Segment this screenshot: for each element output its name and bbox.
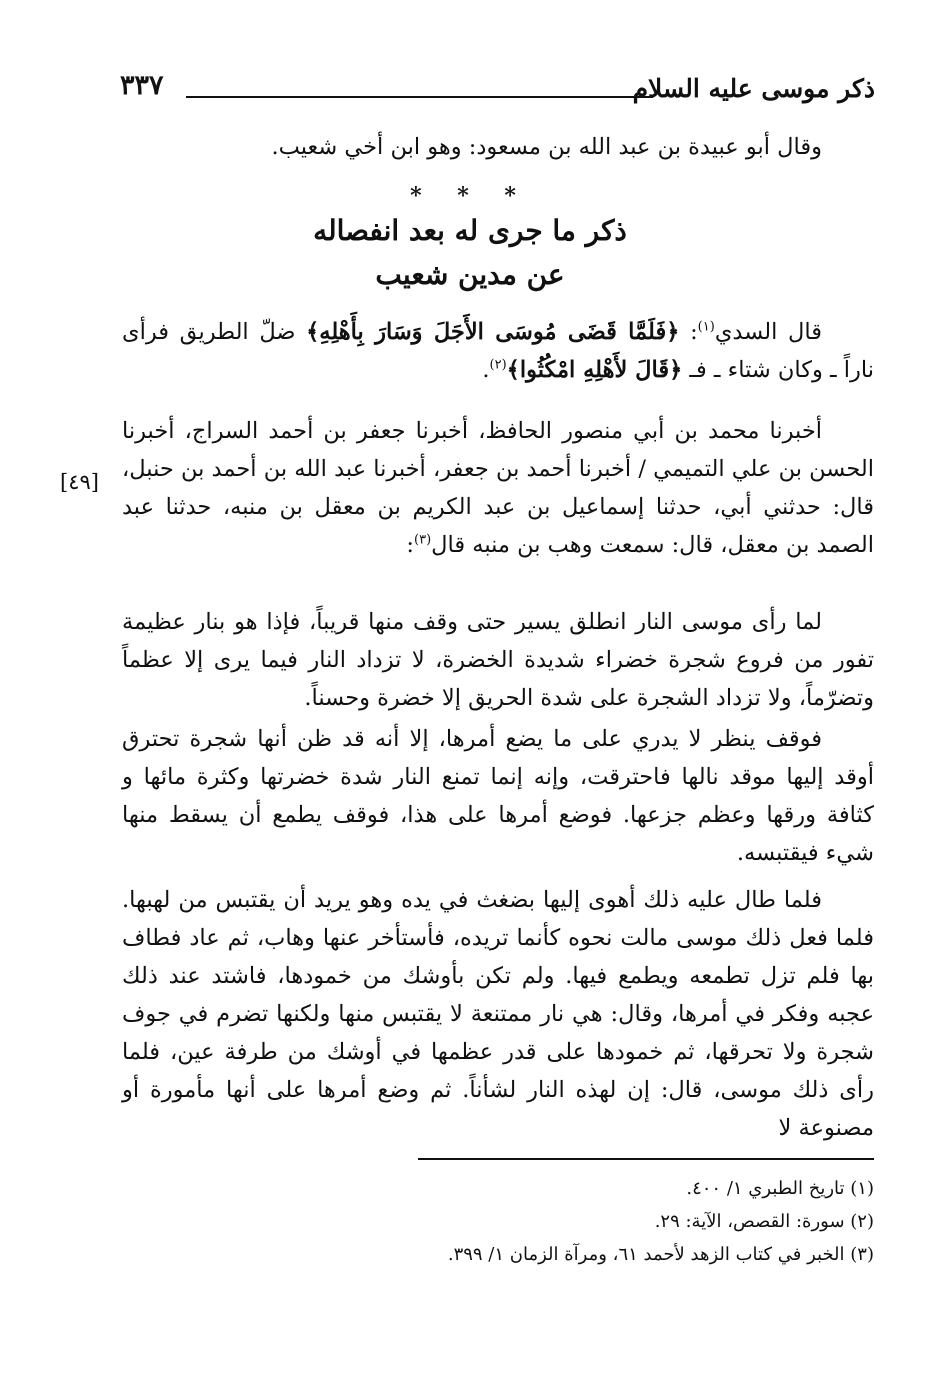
footnote-ref-3[interactable]: (٣): [414, 532, 432, 548]
running-title: ذكر موسى عليه السلام: [632, 74, 875, 103]
footnote-1: (١) تاريخ الطبري ١/ ٤٠٠.: [686, 1178, 874, 1199]
quran-verse-2: ﴿قَالَ لأَهْلِهِ امْكُثُوا﴾: [506, 357, 683, 383]
manuscript-folio-marker: [٤٩]: [60, 470, 99, 494]
para1-middle: ضلّ الطريق فرأى ناراً ـ وكان شتاء ـ فـ: [122, 319, 874, 383]
para1-colon: :: [679, 319, 698, 345]
page-header: [120, 70, 875, 110]
para1-end: .: [482, 357, 490, 383]
intro-line: وقال أبو عبيدة بن عبد الله بن مسعود: وهو ابن أخي شعيب.: [271, 134, 822, 160]
intro-paragraph: [122, 128, 874, 166]
header-rule: [186, 96, 653, 98]
para1-lead: قال السدي: [714, 319, 823, 345]
paragraph-1: [122, 313, 874, 389]
quran-verse-1: ﴿فَلَمَّا قَضَى مُوسَى الأَجَلَ وَسَارَ بِأَهْلِهِ﴾: [306, 319, 680, 345]
footnote-rule: [418, 1158, 874, 1160]
footnote-2: (٢) سورة: القصص، الآية: ٢٩.: [654, 1211, 874, 1232]
para4-text: فوقف ينظر لا يدري على ما يضع أمرها، إلا أنه قد ظن أنها شجرة تحترق أوقد إليها موقد نالها فاحترقت، وإنه إنما تمنع النار شدة خضرتها وكثرة مائها و كثافة ورقها وعظم جزعها. فوضع أمرها على هذا، فوقف يطمع أن يسقط منها شيء فيقتبسه.: [122, 726, 874, 866]
paragraph-3: [122, 603, 874, 717]
para2-text: أخبرنا محمد بن أبي منصور الحافظ، أخبرنا جعفر بن أحمد السراج، أخبرنا الحسن بن علي التميمي / أخبرنا أحمد بن جعفر، أخبرنا عبد الله بن أحمد بن حنبل، قال: حدثني أبي، حدثنا إسماعيل بن عبد الكريم بن معقل بن منبه، حدثنا عبد الصمد بن معقل، قال: سمعت وهب بن منبه قال: [122, 418, 874, 558]
section-separator: * * *: [410, 183, 530, 209]
para5-text: فلما طال عليه ذلك أهوى إليها بضغث في يده وهو يريد أن يقتبس من لهبها. فلما فعل ذلك موسى مالت نحوه كأنما تريده، فأستأخر عنها وهاب، ثم عاد فطاف بها فلم تزل تطمعه ويطمع فيها. ولم تكن بأوشك من خمودها، فاشتد عند ذلك عجبه وفكر في أمرها، وقال: هي نار ممتنعة لا يقتبس منها ولكنها تضرم في جوف شجرة ولا تحرقها، ثم خمودها على قدر عظمها في أوشك من طرفة عين، فلما رأى ذلك موسى، قال: إن لهذه النار لشأناً. ثم وضع أمرها على أنها مأمورة أو مصنوعة لا: [122, 887, 874, 1141]
section-title-line-2: عن مدين شعيب: [375, 258, 565, 291]
para3-text: لما رأى موسى النار انطلق يسير حتى وقف منها قريباً، فإذا هو بنار عظيمة تفور من فروع شجرة خضراء شديدة الخضرة، لا تزداد النار فيما يرى إلا عظماً وتضرّماً، ولا تزداد الشجرة على شدة الحريق إلا خضرة وحسناً.: [122, 609, 874, 711]
footnote-3: (٣) الخبر في كتاب الزهد لأحمد ٦١، ومرآة الزمان ١/ ٣٩٩.: [447, 1244, 874, 1265]
footnotes: [122, 1172, 874, 1271]
para2-end: :: [406, 532, 414, 558]
paragraph-4: [122, 720, 874, 872]
footnote-ref-1[interactable]: (١): [697, 319, 715, 335]
section-title-line-1: ذكر ما جرى له بعد انفصاله: [313, 214, 627, 247]
paragraph-2-isnad: [122, 412, 874, 564]
page-number: ٣٣٧: [120, 70, 164, 101]
footnote-ref-2[interactable]: (٢): [489, 357, 507, 373]
paragraph-5: [122, 881, 874, 1147]
